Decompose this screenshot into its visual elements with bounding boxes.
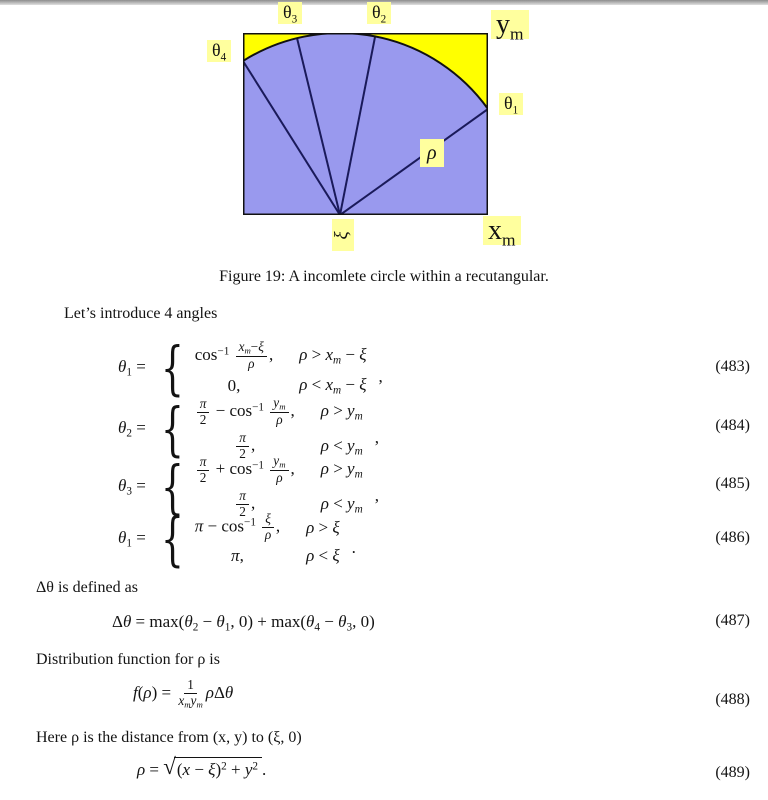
equation-number-485: (485) <box>715 475 750 492</box>
paragraph-here-rho: Here ρ is the distance from (x, y) to (ξ, 0) <box>36 729 302 746</box>
eq483-cases <box>195 340 367 397</box>
equation-489 <box>137 754 267 780</box>
equation-484 <box>118 396 379 462</box>
equation-number-483: (483) <box>715 358 750 375</box>
label-ym <box>491 9 529 44</box>
eq483-lhs: θ1 = <box>118 357 146 379</box>
eq484-row2-cond: ρ < ym <box>320 435 363 458</box>
equation-number-487: (487) <box>715 612 750 629</box>
equation-483 <box>118 334 383 402</box>
equation-number-484: (484) <box>715 417 750 434</box>
label-theta4 <box>207 40 231 62</box>
label-theta2 <box>367 2 391 24</box>
label-theta3-sub: 3 <box>291 13 298 26</box>
eq485-row1-expr: $\frac{\pi}{2}$ + $\cos^{-1}$ $\frac{ym}{\rho}$ , <box>195 454 295 486</box>
label-theta1-sub: 1 <box>512 104 519 117</box>
eq485-row2-cond: ρ < ym <box>320 493 363 516</box>
label-ym-sub: m <box>510 24 524 44</box>
label-xm-base: x <box>488 215 502 246</box>
paragraph-intro: Let’s introduce 4 angles <box>64 305 218 322</box>
equation-number-486: (486) <box>715 529 750 546</box>
eq486-row1-expr: $\pi - \cos^{-1}$ $\frac{\xi}{\rho}$ , <box>194 511 281 542</box>
eq484-lhs: θ2 = <box>118 418 146 440</box>
cases-brace: { <box>160 505 184 573</box>
incomplete-circle-figure <box>243 33 488 215</box>
eq486-trail: . <box>351 538 356 557</box>
eq485-trail: , <box>374 485 379 505</box>
equation-number-489: (489) <box>715 764 750 781</box>
label-theta3-base: θ <box>283 2 292 22</box>
eq488-body: f(ρ) = $\frac{1}{\text{xmym}}$ ρΔθ <box>133 677 234 710</box>
eq483-trail: , <box>378 367 383 386</box>
label-rho-base: ρ <box>427 142 437 164</box>
eq485-lhs: θ3 = <box>118 476 146 498</box>
label-xi <box>332 219 354 251</box>
cases-brace: { <box>160 394 184 463</box>
eq484-row2-expr: $\frac{\pi}{2}$ , <box>195 431 295 462</box>
label-xm-sub: m <box>502 230 516 250</box>
label-ym-base: y <box>496 9 510 40</box>
cases-brace: { <box>160 452 184 521</box>
paragraph-delta-theta: Δθ is defined as <box>36 579 138 596</box>
eq489-body: ρ = √ $(x - \xi)^2 + y^2$ . <box>137 754 267 779</box>
label-theta2-sub: 2 <box>380 13 387 26</box>
label-theta1-base: θ <box>504 93 513 113</box>
label-xi-base: ξ <box>331 230 353 240</box>
eq484-trail: , <box>374 427 379 447</box>
cases-brace: { <box>160 334 184 402</box>
equation-486 <box>118 505 356 573</box>
eq483-row1-cond: ρ > xm − ξ <box>299 345 367 367</box>
label-theta2-base: θ <box>372 2 381 22</box>
equation-487 <box>112 612 375 633</box>
label-rho <box>420 139 444 167</box>
paragraph-distribution: Distribution function for ρ is <box>36 651 220 668</box>
equation-488 <box>133 678 233 710</box>
eq486-row1-cond: ρ > ξ <box>306 517 340 537</box>
label-theta4-sub: 4 <box>220 51 227 64</box>
eq486-lhs: θ1 = <box>118 528 146 550</box>
eq484-row1-cond: ρ > ym <box>320 401 363 423</box>
label-theta3 <box>278 2 302 24</box>
eq486-row2-expr: π, <box>231 545 244 565</box>
eq483-row2-cond: ρ < xm − ξ <box>299 374 367 397</box>
eq484-row1-expr: $\frac{\pi}{2}$ − $\cos^{-1}$ $\frac{ym}{\rho}$ , <box>195 396 295 428</box>
label-theta1 <box>499 93 523 115</box>
eq485-row2-expr: $\frac{\pi}{2}$ , <box>195 489 295 520</box>
eq485-row1-cond: ρ > ym <box>320 459 363 481</box>
eq486-cases <box>195 512 340 566</box>
eq486-row2-cond: ρ < ξ <box>306 545 340 565</box>
eq487-body: Δθ = max(θ2 − θ1, 0) + max(θ4 − θ3, 0) <box>112 612 375 634</box>
eq483-row2-expr: 0, <box>227 375 241 395</box>
label-theta4-base: θ <box>212 40 221 60</box>
figure-caption: Figure 19: A incomlete circle within a recutangular. <box>219 268 549 285</box>
equation-number-488: (488) <box>715 691 750 708</box>
eq483-row1-expr: $\cos^{-1}$ $\frac{xm-\xi}{\rho}$ , <box>194 338 274 372</box>
label-xm <box>483 215 521 250</box>
